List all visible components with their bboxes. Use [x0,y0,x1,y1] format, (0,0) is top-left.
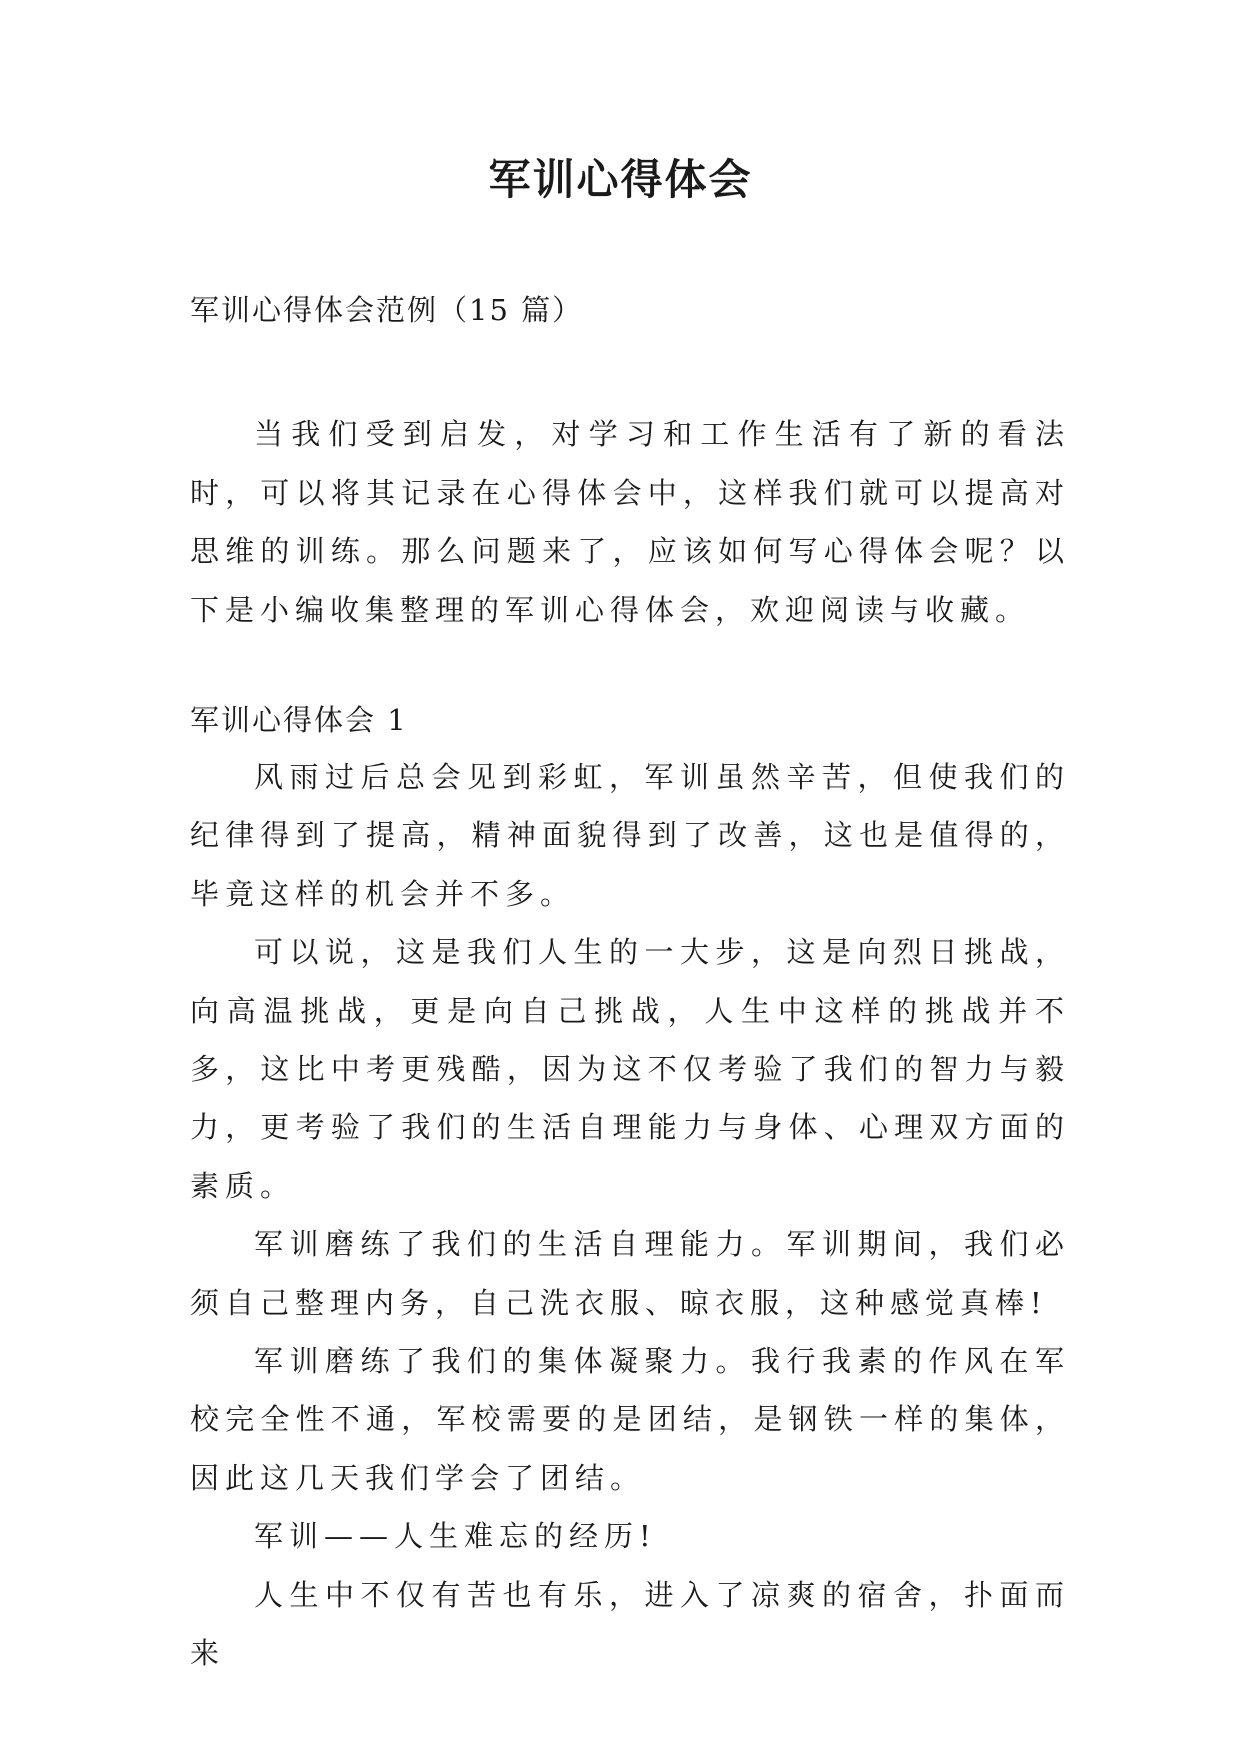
body-paragraph: 军训磨练了我们的生活自理能力。军训期间，我们必须自己整理内务，自己洗衣服、晾衣服，这种感觉真棒! [190,1227,1070,1320]
section-body [190,748,1070,1683]
document-title: 军训心得体会 [488,155,753,204]
body-paragraph: 可以说，这是我们人生的一大步，这是向烈日挑战，向高温挑战，更是向自己挑战，人生中这样的挑战并不多，这比中考更残酷，因为这不仅考验了我们的智力与毅力，更考验了我们的生活自理能力与身体、心理双方面的素质。 [190,935,1070,1203]
body-paragraph: 军训——人生难忘的经历! [254,1519,657,1554]
section-heading: 军训心得体会 1 [190,703,408,737]
body-paragraph: 人生中不仅有苦也有乐，进入了凉爽的宿舍，扑面而来 [190,1577,1070,1671]
intro-paragraph: 当我们受到启发，对学习和工作生活有了新的看法时，可以将其记录在心得体会中，这样我们就可以提高对思维的训练。那么问题来了，应该如何写心得体会呢？以下是小编收集整理的军训心得体会，欢迎阅读与收藏。 [190,417,1070,628]
document-subtitle: 军训心得体会范例（15 篇） [190,293,584,327]
body-paragraph: 军训磨练了我们的集体凝聚力。我行我素的作风在军校完全性不通，军校需要的是团结，是钢铁一样的集体，因此这几天我们学会了团结。 [190,1344,1070,1495]
intro-block [190,405,1070,640]
body-paragraph: 风雨过后总会见到彩虹，军训虽然辛苦，但使我们的纪律得到了提高，精神面貌得到了改善，这也是值得的，毕竟这样的机会并不多。 [190,760,1070,911]
